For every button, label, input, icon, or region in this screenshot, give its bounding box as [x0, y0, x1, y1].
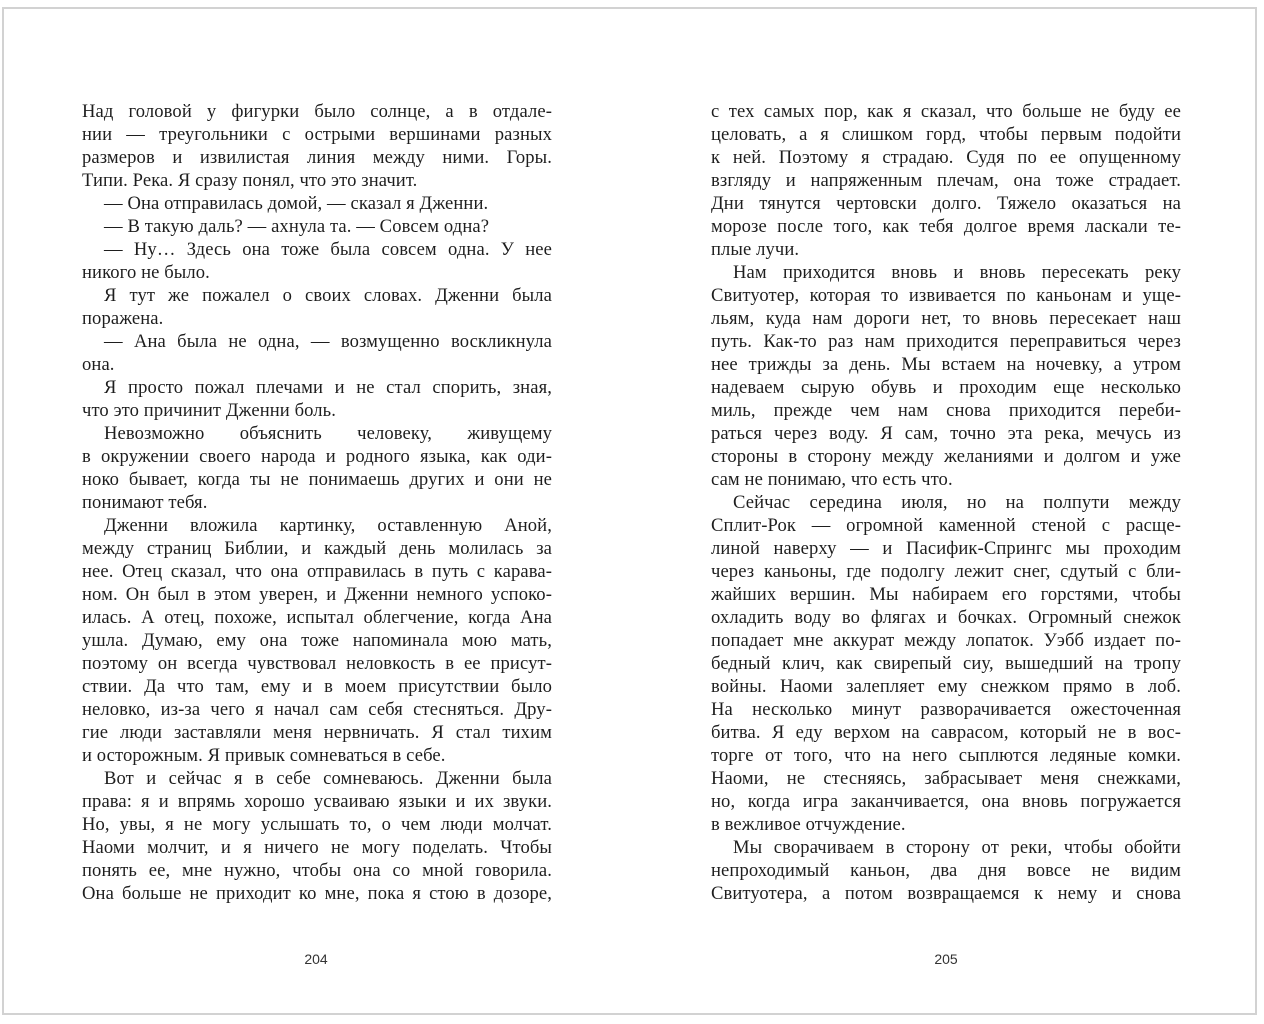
text-line: Свитуотера, а потом возвращаемся к нему и снова — [711, 883, 1181, 904]
text-line: — В такую даль? — ахнула та. — Совсем одна? — [104, 216, 490, 237]
text-line: она. — [82, 354, 115, 375]
text-line: Я просто пожал плечами и не стал спорить, зная, — [104, 377, 552, 398]
right-page-text — [711, 100, 1181, 905]
text-line: — Она отправилась домой, — сказал я Дженни. — [104, 193, 489, 214]
text-line: — Ну… Здесь она тоже была совсем одна. У нее — [104, 239, 552, 260]
text-line: Типи. Река. Я сразу понял, что это значит. — [82, 170, 418, 191]
text-line: Дни тянутся чертовски долго. Тяжело оказаться на — [711, 193, 1181, 214]
text-line: линой наверху — и Пасифик-Спрингс мы проходим — [711, 538, 1181, 559]
text-line: плые лучи. — [711, 239, 800, 260]
text-line: стороны в сторону между желаниями и долгом и уже — [711, 446, 1181, 467]
text-line: нее трижды за день. Мы встаем на ночевку, а утром — [711, 354, 1181, 375]
text-line: войны. Наоми залепляет ему снежком прямо в лоб. — [711, 676, 1181, 697]
text-line: битва. Я еду верхом на саврасом, который не в вос- — [711, 722, 1181, 743]
text-line: ноко бывает, когда ты не понимаешь других и они не — [82, 469, 552, 490]
text-line: нии — треугольники с острыми вершинами разных — [82, 124, 552, 145]
text-line: раться через воду. Я сам, точно эта река, мечусь из — [711, 423, 1181, 444]
text-line: с тех самых пор, как я сказал, что больше не буду ее — [711, 101, 1181, 122]
text-line: в вежливое отчуждение. — [711, 814, 906, 835]
text-line: льям, куда нам дороги нет, то вновь пересекает наш — [711, 308, 1181, 329]
text-line: Наоми, не стесняясь, забрасывает меня снежками, — [711, 768, 1181, 789]
text-line: Невозможно объяснить человеку, живущему — [104, 423, 552, 444]
text-line: ном. Он был в этом уверен, и Дженни немного успоко- — [82, 584, 552, 605]
text-line: никого не было. — [82, 262, 210, 283]
text-line: целовать, а я слишком горд, чтобы первым подойти — [711, 124, 1181, 145]
text-line: к ней. Поэтому я страдаю. Судя по ее опущенному — [711, 147, 1181, 168]
text-line: ствии. Да что там, ему и в моем присутствии было — [82, 676, 552, 697]
left-page — [82, 100, 552, 905]
text-line: Я тут же пожалел о своих словах. Дженни была — [104, 285, 552, 306]
text-line: Наоми молчит, и я ничего не могу поделать. Чтобы — [82, 837, 552, 858]
text-line: сам не понимаю, что есть что. — [711, 469, 953, 490]
text-line: — Ана была не одна, — возмущенно воскликнула — [104, 331, 552, 352]
text-line: попадает мне аккурат между лопаток. Уэбб издает по- — [711, 630, 1181, 651]
text-line: Вот и сейчас я в себе сомневаюсь. Дженни была — [104, 768, 552, 789]
text-line: неловко, из-за чего я начал сам себя стесняться. Дру- — [82, 699, 552, 720]
text-line: Свитуотер, которая то извивается по каньонам и уще- — [711, 285, 1181, 306]
text-line: Она больше не приходит ко мне, пока я стою в дозоре, — [82, 883, 552, 904]
text-line: размеров и извилистая линия между ними. Горы. — [82, 147, 552, 168]
text-line: но, когда игра заканчивается, она вновь погружается — [711, 791, 1181, 812]
text-line: Мы сворачиваем в сторону от реки, чтобы обойти — [733, 837, 1181, 858]
text-line: Нам приходится вновь и вновь пересекать реку — [733, 262, 1181, 283]
text-line: Сплит-Рок — огромной каменной стеной с расще- — [711, 515, 1181, 536]
text-line: непроходимый каньон, два дня вовсе не видим — [711, 860, 1181, 881]
right-page-number: 205 — [934, 951, 958, 967]
text-line: Сейчас середина июля, но на полпути между — [733, 492, 1181, 513]
text-line: что это причинит Дженни боль. — [82, 400, 337, 421]
text-line: бедный клич, как свирепый сиу, вышедший на тропу — [711, 653, 1181, 674]
text-line: торге от того, что на него сыплются ледяные комки. — [711, 745, 1181, 766]
text-line: миль, прежде чем нам снова приходится переби- — [711, 400, 1181, 421]
text-line: Но, увы, я не могу услышать то, о чем люди молчат. — [82, 814, 552, 835]
text-line: Над головой у фигурки было солнце, а в отдале- — [82, 101, 552, 122]
text-line: илась. А отец, похоже, испытал облегчение, когда Ана — [82, 607, 552, 628]
text-line: и осторожным. Я привык сомневаться в себе. — [82, 745, 446, 766]
right-page — [711, 100, 1181, 905]
text-line: понять ее, мне нужно, чтобы она со мной говорила. — [82, 860, 552, 881]
text-line: охладить воду во флягах и бочках. Огромный снежок — [711, 607, 1181, 628]
left-page-text — [82, 100, 552, 905]
text-line: поражена. — [82, 308, 164, 329]
text-line: взгляду и напряженным плечам, она тоже страдает. — [711, 170, 1181, 191]
text-line: права: я и впрямь хорошо усваиваю языки и их звуки. — [82, 791, 552, 812]
text-line: надеваем сырую обувь и проходим еще несколько — [711, 377, 1181, 398]
text-line: жайших вершин. Мы набираем его горстями, чтобы — [711, 584, 1181, 605]
text-line: На несколько минут разворачивается ожесточенная — [711, 699, 1181, 720]
text-line: поэтому он всегда чувствовал неловкость в ее присут- — [82, 653, 552, 674]
text-line: между страниц Библии, и каждый день молилась за — [82, 538, 552, 559]
text-line: морозе после того, как тебя долгое время ласкали те- — [711, 216, 1181, 237]
text-line: через каньоны, где подолгу лежит снег, сдутый с бли- — [711, 561, 1181, 582]
text-line: гие люди заставляли меня нервничать. Я стал тихим — [82, 722, 552, 743]
text-line: путь. Как-то раз нам приходится переправиться через — [711, 331, 1181, 352]
text-line: нее. Отец сказал, что она отправилась в путь с карава- — [82, 561, 552, 582]
text-line: в окружении своего народа и родного языка, как оди- — [82, 446, 552, 467]
text-line: Дженни вложила картинку, оставленную Аной, — [104, 515, 552, 536]
left-page-number: 204 — [304, 951, 328, 967]
text-line: ушла. Думаю, ему она тоже напоминала мою мать, — [82, 630, 552, 651]
text-line: понимают тебя. — [82, 492, 208, 513]
